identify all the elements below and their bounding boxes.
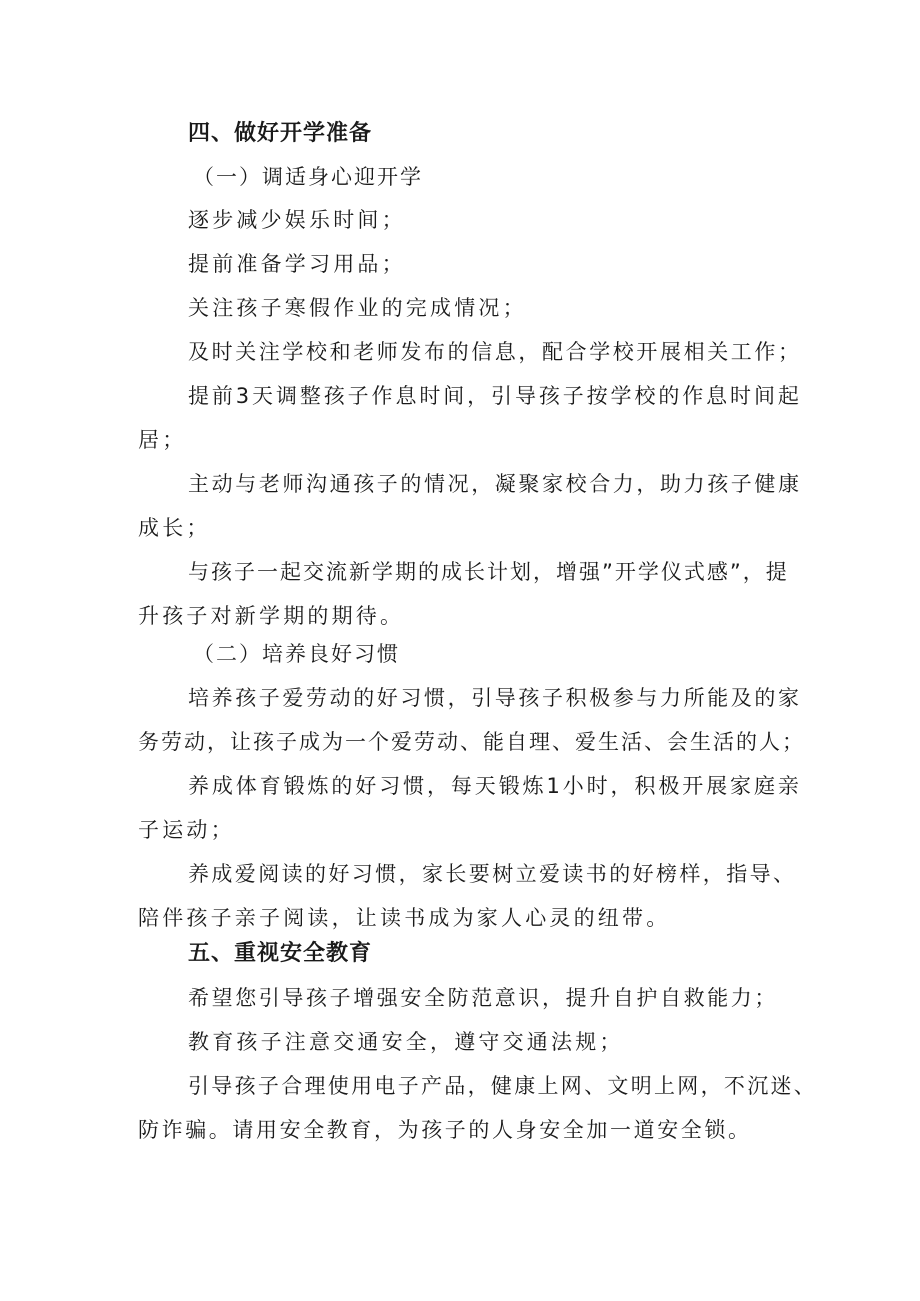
paragraph-line: 提前3天调整孩子作息时间，引导孩子按学校的作息时间起	[188, 384, 802, 408]
paragraph-line: 逐步减少娱乐时间；	[188, 208, 406, 232]
subsection-1-title: （一）调适身心迎开学	[193, 165, 423, 189]
paragraph-line: 希望您引导孩子增强安全防范意识，提升自护自救能力；	[188, 986, 778, 1010]
paragraph-line: 教育孩子注意交通安全，遵守交通法规；	[188, 1030, 624, 1054]
subsection-2-title: （二）培养良好习惯	[193, 642, 400, 666]
paragraph-line: 引导孩子合理使用电子产品，健康上网、文明上网，不沉迷、	[188, 1074, 818, 1098]
paragraph-line: 与孩子一起交流新学期的成长计划，增强”开学仪式感”，提	[188, 560, 789, 584]
paragraph-line: 提前准备学习用品；	[188, 252, 406, 276]
paragraph-line: 培养孩子爱劳动的好习惯，引导孩子积极参与力所能及的家	[188, 686, 802, 710]
paragraph-line: 防诈骗。请用安全教育，为孩子的人身安全加一道安全锁。	[138, 1118, 752, 1142]
paragraph-line: 陪伴孩子亲子阅读，让读书成为家人心灵的纽带。	[138, 906, 671, 930]
paragraph-line: 主动与老师沟通孩子的情况，凝聚家校合力，助力孩子健康	[188, 472, 802, 496]
paragraph-line: 养成爱阅读的好习惯，家长要树立爱读书的好榜样，指导、	[188, 862, 797, 886]
section-5-heading: 五、重视安全教育	[188, 941, 373, 966]
paragraph-line: 养成体育锻炼的好习惯，每天锻炼1小时，积极开展家庭亲	[188, 774, 802, 798]
paragraph-line: 及时关注学校和老师发布的信息，配合学校开展相关工作；	[188, 340, 802, 364]
paragraph-line: 子运动；	[138, 818, 235, 842]
section-4-heading: 四、做好开学准备	[188, 121, 373, 146]
paragraph-line: 居；	[138, 428, 187, 452]
paragraph-line: 升孩子对新学期的期待。	[138, 604, 405, 628]
paragraph-line: 关注孩子寒假作业的完成情况；	[188, 296, 527, 320]
paragraph-line: 务劳动，让孩子成为一个爱劳动、能自理、爱生活、会生活的人；	[138, 730, 805, 754]
paragraph-line: 成长；	[138, 516, 211, 540]
